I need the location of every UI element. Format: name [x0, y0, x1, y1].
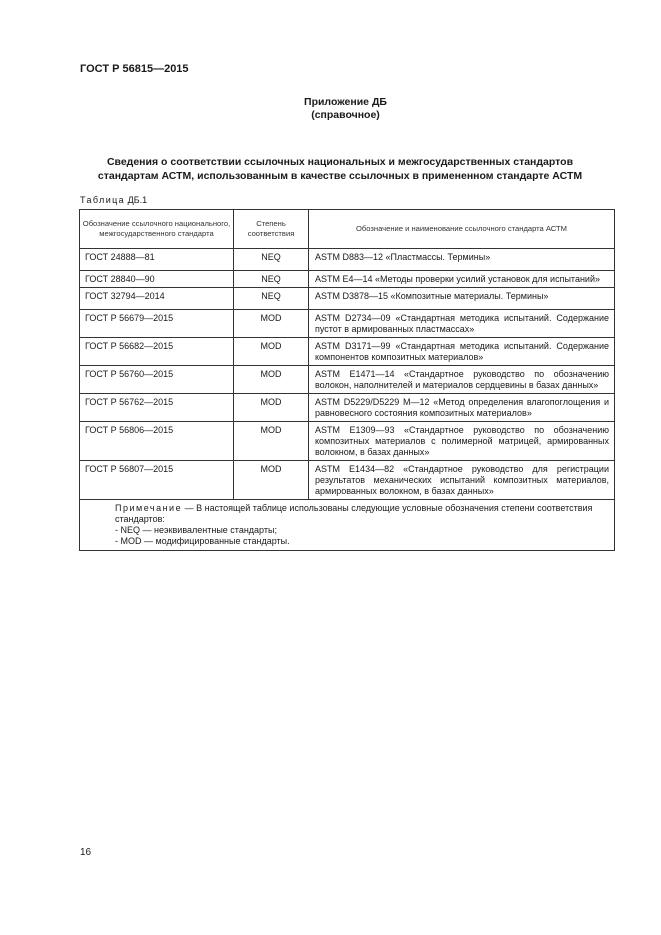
cell-astm: ASTM D3171—99 «Стандартная методика испытаний. Содержание компонентов композитных материалов»: [309, 338, 615, 366]
cell-degree: MOD: [234, 310, 309, 338]
cell-degree: MOD: [234, 422, 309, 461]
cell-astm: ASTM D5229/D5229 M—12 «Метод определения влагопоглощения и равновесного состояния композитных материалов»: [309, 394, 615, 422]
table-row: [80, 422, 615, 461]
table-row: [80, 271, 615, 288]
note-item-neq: - NEQ — неэквивалентные стандарты;: [115, 525, 277, 535]
heading-line-2: стандартам АСТМ, использованным в качестве ссылочных в примененном стандарте АСТМ: [97, 170, 583, 182]
table-note-row: [80, 500, 615, 551]
header-degree: Степень соответствия: [234, 210, 309, 249]
cell-gost: ГОСТ Р 56807—2015: [80, 461, 234, 500]
annex-subtitle: (справочное): [311, 109, 380, 121]
cell-astm: ASTM E4—14 «Методы проверки усилий установок для испытаний»: [309, 271, 615, 288]
table-row: [80, 249, 615, 271]
header-astm-standard: Обозначение и наименование ссылочного стандарта АСТМ: [309, 210, 615, 249]
page-number: 16: [80, 847, 92, 858]
table-row: [80, 461, 615, 500]
cell-astm: ASTM E1471—14 «Стандартное руководство по обозначению волокон, наполнителей и материалов сердцевины в базах данных»: [309, 366, 615, 394]
cell-gost: ГОСТ 24888—81: [80, 249, 234, 271]
cell-astm: ASTM D883—12 «Пластмассы. Термины»: [309, 249, 615, 271]
cell-astm: ASTM D2734—09 «Стандартная методика испытаний. Содержание пустот в армированных пластмассах»: [309, 310, 615, 338]
cell-degree: MOD: [234, 461, 309, 500]
annex-title: Приложение ДБ: [304, 96, 387, 108]
cell-degree: MOD: [234, 366, 309, 394]
note-text: [85, 503, 609, 525]
table-note: [80, 500, 615, 551]
table-header-row: [80, 210, 615, 249]
table-label-number: ДБ.1: [127, 195, 148, 205]
cell-gost: ГОСТ Р 56760—2015: [80, 366, 234, 394]
annex-title-block: [0, 96, 661, 122]
cell-degree: MOD: [234, 394, 309, 422]
note-body: — В настоящей таблице использованы следующие условные обозначения степени соответствия стандартов:: [115, 503, 593, 524]
cell-gost: ГОСТ 32794—2014: [80, 288, 234, 310]
cell-gost: ГОСТ Р 56806—2015: [80, 422, 234, 461]
table-row: [80, 310, 615, 338]
document-code: ГОСТ Р 56815—2015: [80, 63, 189, 75]
cell-degree: NEQ: [234, 249, 309, 271]
table-row: [80, 394, 615, 422]
cell-gost: ГОСТ 28840—90: [80, 271, 234, 288]
table-row: [80, 288, 615, 310]
table-row: [80, 338, 615, 366]
header-national-standard: Обозначение ссылочного национального, межгосударственного стандарта: [80, 210, 234, 249]
table-row: [80, 366, 615, 394]
correspondence-table: [79, 209, 615, 551]
table-label: [80, 195, 147, 205]
cell-gost: ГОСТ Р 56679—2015: [80, 310, 234, 338]
cell-degree: MOD: [234, 338, 309, 366]
cell-degree: NEQ: [234, 288, 309, 310]
cell-astm: ASTM E1434—82 «Стандартное руководство для регистрации результатов механических испытаний композитных материалов, армированных волокном, в базах данных»: [309, 461, 615, 500]
cell-astm: ASTM D3878—15 «Композитные материалы. Термины»: [309, 288, 615, 310]
note-item-mod: - MOD — модифицированные стандарты.: [115, 536, 290, 546]
table-label-prefix: Таблица: [80, 195, 126, 205]
cell-gost: ГОСТ Р 56682—2015: [80, 338, 234, 366]
cell-gost: ГОСТ Р 56762—2015: [80, 394, 234, 422]
note-label: Примечание: [115, 503, 183, 513]
cell-astm: ASTM E1309—93 «Стандартное руководство по обозначению композитных материалов с полимерной матрицей, армированных волокном, в базах данных»: [309, 422, 615, 461]
heading-line-1: Сведения о соответствии ссылочных национальных и межгосударственных стандартов: [106, 156, 574, 168]
cell-degree: NEQ: [234, 271, 309, 288]
section-heading: [60, 155, 620, 183]
